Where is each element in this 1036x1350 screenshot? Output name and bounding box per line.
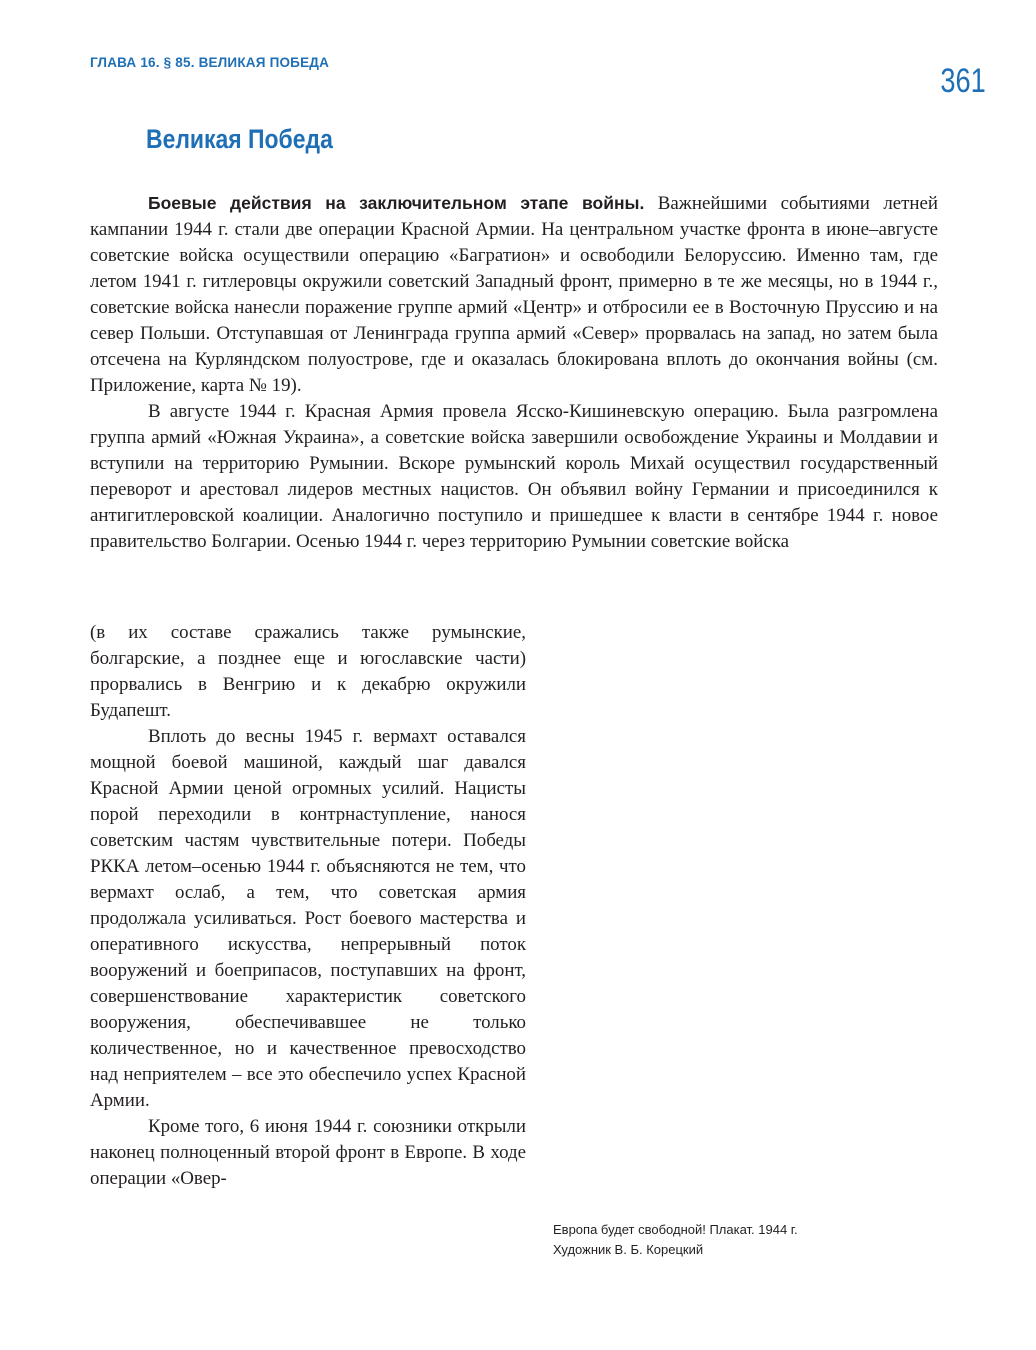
column-text [90, 620, 526, 1192]
caption-line-2: Художник В. Б. Корецкий [553, 1242, 704, 1257]
paragraph-2-continuation: (в их составе сражались также румынские, болгарские, а позднее еще и югославские части) прорвались в Венгрию и к декабрю окружили Будапешт. [90, 622, 526, 721]
figure-caption [553, 1220, 973, 1260]
paragraph-1 [90, 190, 938, 399]
body-text [90, 190, 938, 555]
lead-heading: Боевые действия на заключительном этапе войны. [148, 193, 645, 213]
page-number: 361 [940, 62, 986, 100]
running-head: ГЛАВА 16. § 85. ВЕЛИКАЯ ПОБЕДА [90, 55, 330, 70]
paragraph-4: Кроме того, 6 июня 1944 г. союзники открыли наконец полноценный второй фронт в Европе. В ходе операции «Овер- [90, 1116, 526, 1189]
section-title: Великая Победа [146, 124, 333, 154]
paragraph-2: В августе 1944 г. Красная Армия провела Ясско-Кишиневскую операцию. Была разгромлена группа армий «Южная Украина», а советские войска завершили освобождение Украины и Молдавии и вступили на территорию Румынии. Вскоре румынский король Михай осуществил государственный переворот и арестовал лидеров местных нацистов. Он объявил войну Германии и присоединился к антигитлеровской коалиции. Аналогично поступило и пришедшее к власти в сентябре 1944 г. новое правительство Болгарии. Осенью 1944 г. через территорию Румынии советские войска [90, 401, 938, 552]
paragraph-1-text: Важнейшими событиями летней кампании 1944 г. стали две операции Красной Армии. На центральном участке фронта в июне–августе советские войска осуществили операцию «Багратион» и освободили Белоруссию. Именно там, где летом 1941 г. гитлеровцы окружили советский Западный фронт, примерно в те же месяцы, но в 1944 г., советские войска нанесли поражение группе армий «Центр» и отбросили ее в Восточную Пруссию и на север Польши. Отступавшая от Ленинграда группа армий «Север» прорвалась на запад, но затем была отсечена на Курляндском полуострове, где и оказалась блокирована вплоть до окончания войны (см. Приложение, карта № 19). [90, 193, 938, 396]
poster-figure-area [550, 620, 950, 1205]
paragraph-3: Вплоть до весны 1945 г. вермахт оставался мощной боевой машиной, каждый шаг давался Красной Армии ценой огромных усилий. Нацисты порой переходили в контрнаступление, нанося советским частям чувствительные потери. Победы РККА летом–осенью 1944 г. объясняются не тем, что вермахт ослаб, а тем, что советская армия продолжала усиливаться. Рост боевого мастерства и оперативного искусства, непрерывный поток вооружений и боеприпасов, поступавших на фронт, совершенствование характеристик советского вооружения, обеспечивавшее не только количественное, но и качественное превосходство над неприятелем – все это обеспечило успех Красной Армии. [90, 726, 526, 1111]
caption-line-1: Европа будет свободной! Плакат. 1944 г. [553, 1222, 798, 1237]
